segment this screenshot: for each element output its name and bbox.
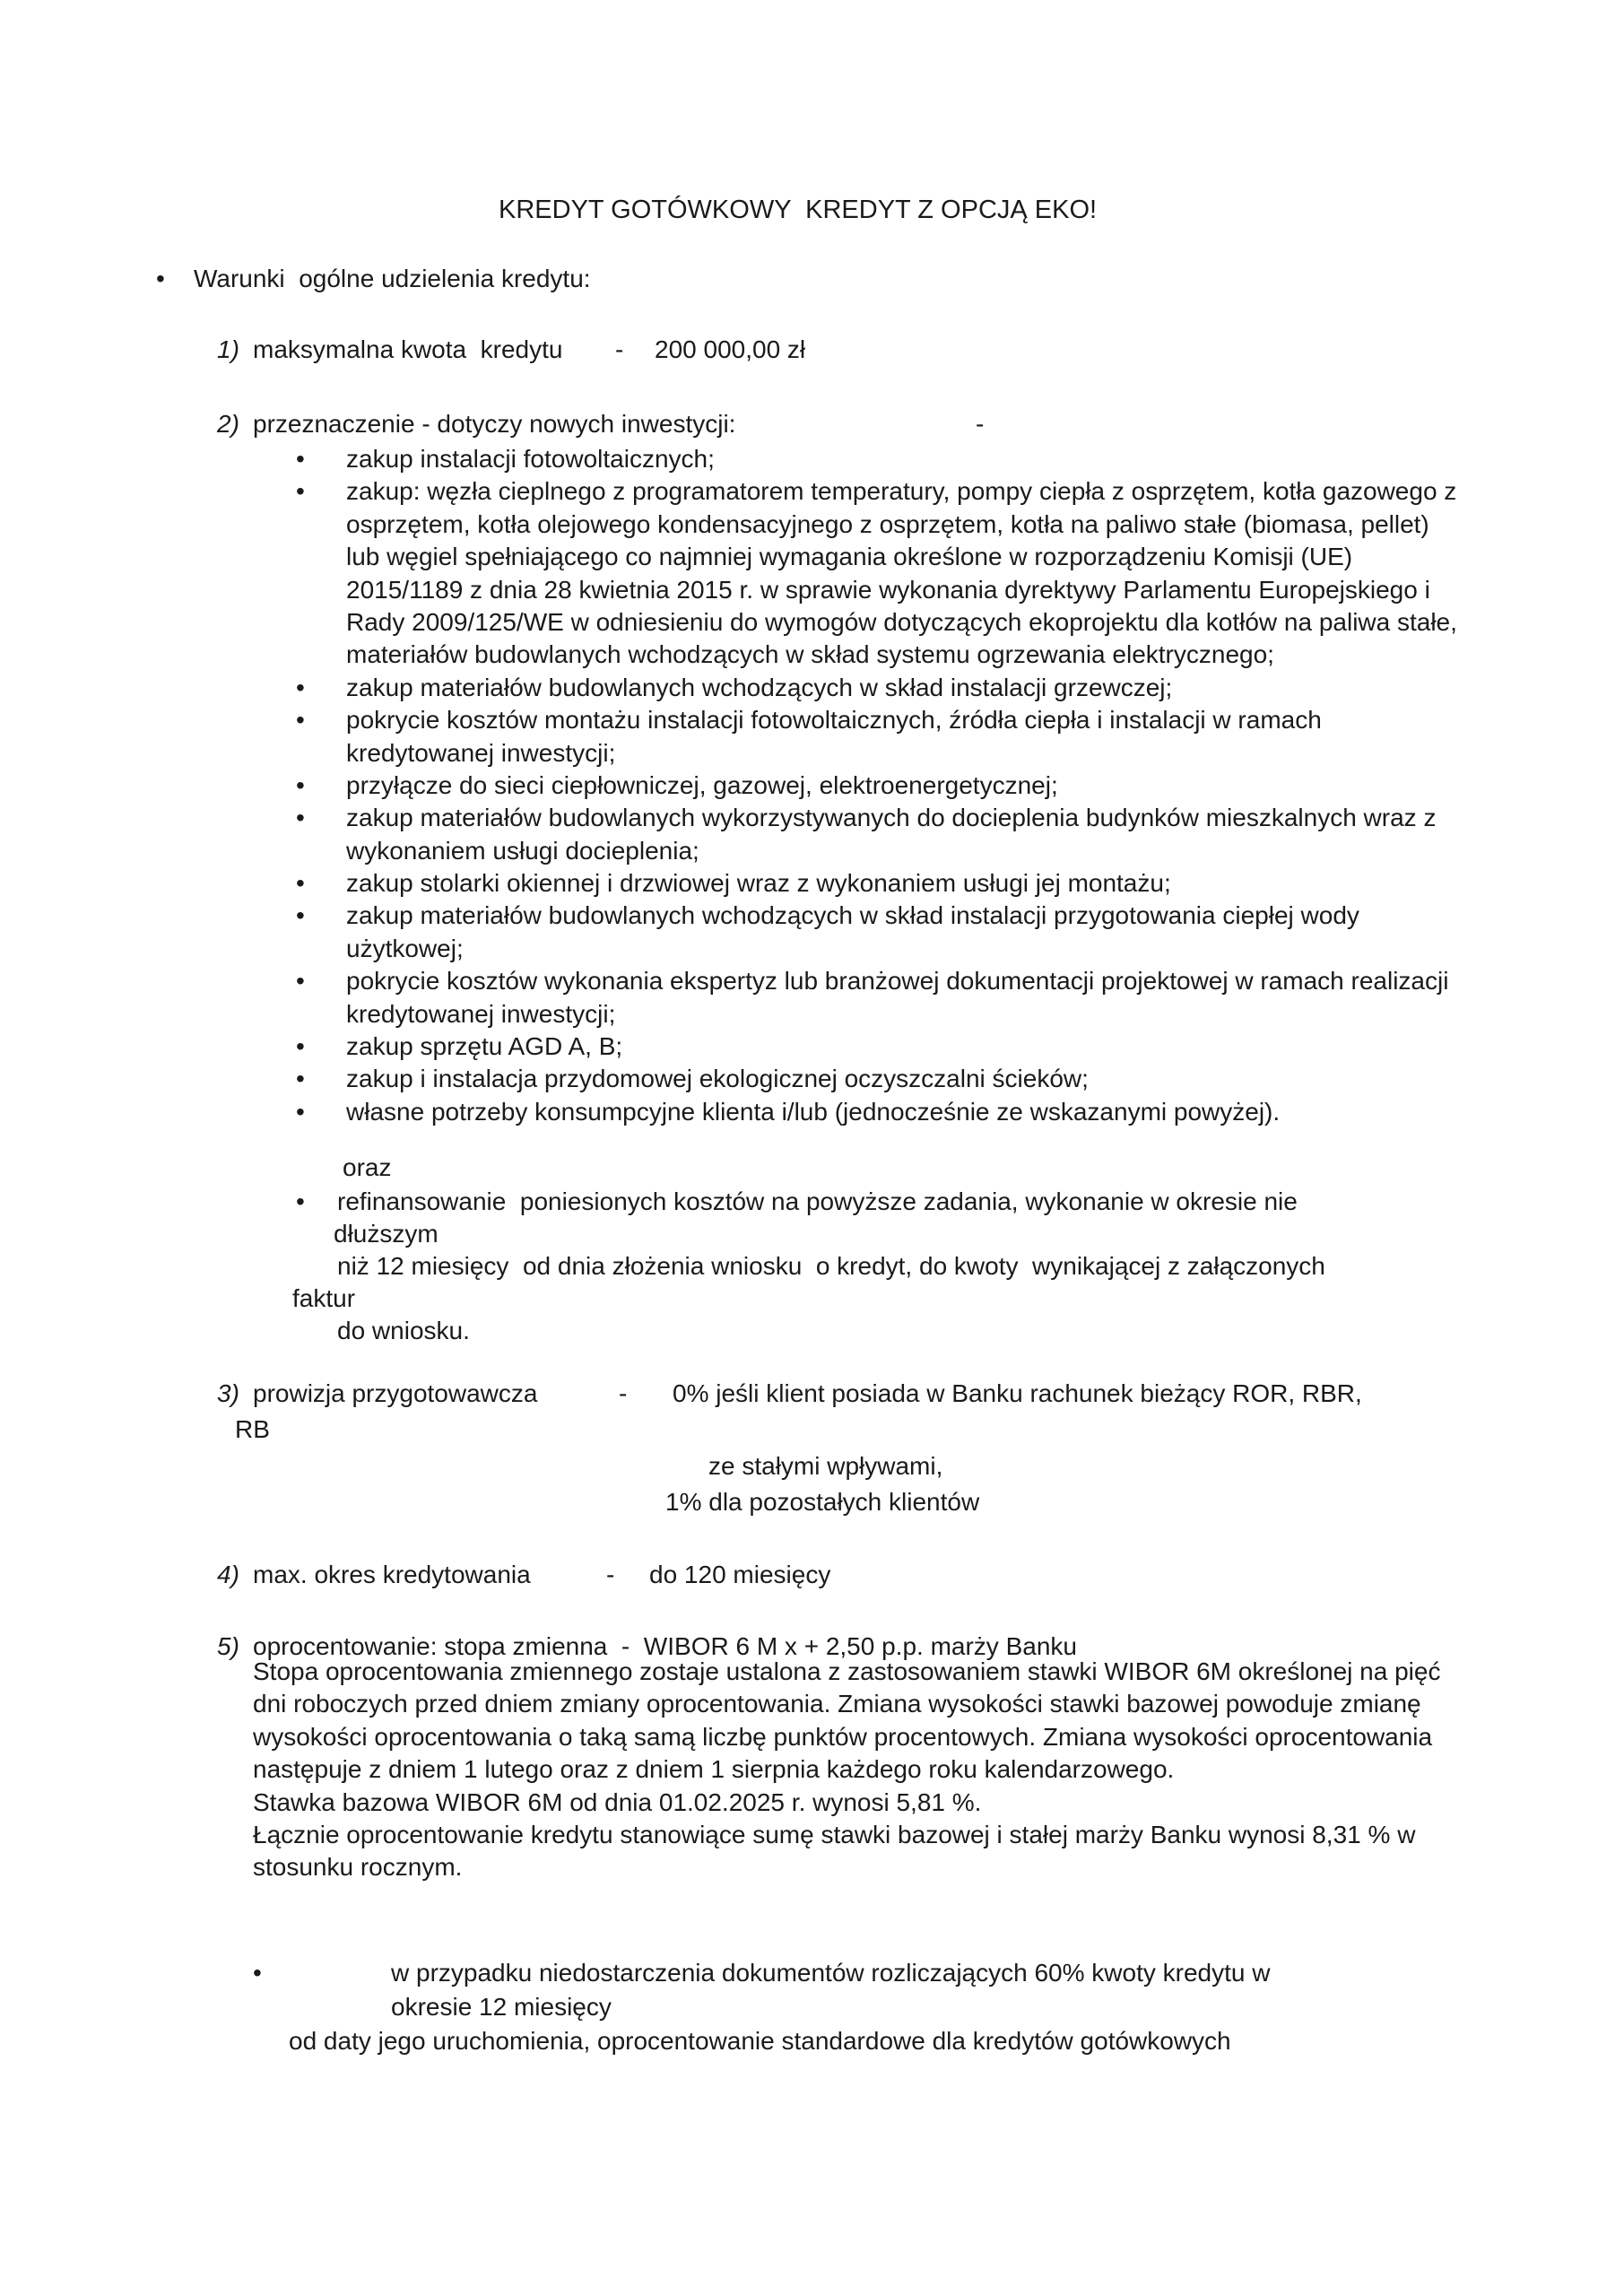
purpose-item: • zakup: węzła cieplnego z programatorem temperatury, pompy ciepła z osprzętem, kotła gazowego z osprzętem, kotła olejowego kondensacyjnego z osprzętem, kotła na paliwo stałe (biomasa, pellet) lub węgiel spełniającego co najmniej wymagania określone w rozporządzeniu Komisji (UE) 2015/1189 z dnia 28 kwietnia 2015 r. w sprawie wykonania dyrektywy Parlamentu Europejskiego i Rady 2009/125/WE w odniesieniu do wymogów dotyczących ekoprojektu dla kotłów na paliwa stałe, materiałów budowlanych wchodzących w skład systemu ogrzewania elektrycznego;	[296, 475, 1462, 671]
purpose-item: • pokrycie kosztów wykonania ekspertyz lub branżowej dokumentacji projektowej w ramach realizacji kredytowanej inwestycji;	[296, 965, 1462, 1031]
document-title: KREDYT GOTÓWKOWY KREDYT Z OPCJĄ EKO!	[499, 196, 1098, 224]
item-1-label: maksymalna kwota kredytu	[253, 335, 563, 363]
item-3-label: prowizja przygotowawcza	[253, 1379, 538, 1407]
purpose-list	[296, 443, 1462, 1128]
refinance-line-3: niż 12 miesięcy od dnia złożenia wniosku o kredyt, do kwoty wynikającej z załączonych	[337, 1252, 1325, 1280]
interest-paragraph-1: Stopa oprocentowania zmiennego zostaje ustalona z zastosowaniem stawki WIBOR 6M określonej na pięć dni roboczych przed dniem zmiany oprocentowania. Zmiana wysokości stawki bazowej powoduje zmianę wysokości oprocentowania o taką samą liczbę punktów procentowych. Zmiana wysokości oprocentowania następuje z dniem 1 lutego oraz z dniem 1 sierpnia każdego roku kalendarzowego.	[253, 1657, 1441, 1784]
item-3-value-line-4: 1% dla pozostałych klientów	[665, 1488, 980, 1516]
refinance-line-1: refinansowanie poniesionych kosztów na powyższe zadania, wykonanie w okresie nie	[337, 1187, 1298, 1215]
note-line-2: okresie 12 miesięcy	[391, 1993, 612, 2021]
bullet-marker: •	[296, 1187, 305, 1215]
item-4-label: max. okres kredytowania	[253, 1561, 531, 1588]
item-3-number: 3)	[217, 1379, 239, 1407]
purpose-item: • zakup materiałów budowlanych wykorzystywanych do docieplenia budynków mieszkalnych wraz z wykonaniem usługi docieplenia;	[296, 802, 1462, 867]
item-5-label: oprocentowanie: stopa zmienna - WIBOR 6 M x + 2,50 p.p. marży Banku	[253, 1632, 1077, 1660]
item-3-value-line-1: 0% jeśli klient posiada w Banku rachunek bieżący ROR, RBR,	[673, 1379, 1362, 1407]
purpose-item: • własne potrzeby konsumpcyjne klienta i/lub (jednocześnie ze wskazanymi powyżej).	[296, 1096, 1462, 1128]
purpose-item: • zakup materiałów budowlanych wchodzących w skład instalacji przygotowania ciepłej wody użytkowej;	[296, 900, 1462, 965]
item-2-label: przeznaczenie - dotyczy nowych inwestycji:	[253, 410, 736, 438]
oraz-text: oraz	[343, 1153, 392, 1181]
note-line-1: w przypadku niedostarczenia dokumentów rozliczających 60% kwoty kredytu w	[391, 1959, 1271, 1987]
item-3-value-line-2: RB	[235, 1415, 270, 1443]
item-4-number: 4)	[217, 1561, 239, 1588]
purpose-item: • zakup stolarki okiennej i drzwiowej wraz z wykonaniem usługi jej montażu;	[296, 867, 1462, 900]
refinance-line-5: do wniosku.	[337, 1317, 470, 1344]
item-4-value: do 120 miesięcy	[649, 1561, 831, 1588]
item-1-dash: -	[615, 335, 624, 363]
item-2-dash: -	[976, 410, 985, 438]
interest-paragraph-2: Stawka bazowa WIBOR 6M od dnia 01.02.2025 r. wynosi 5,81 %.	[253, 1787, 982, 1816]
purpose-item: • zakup i instalacja przydomowej ekologicznej oczyszczalni ścieków;	[296, 1063, 1462, 1095]
general-conditions-label: Warunki ogólne udzielenia kredytu:	[194, 265, 591, 292]
purpose-item: • pokrycie kosztów montażu instalacji fotowoltaicznych, źródła ciepła i instalacji w ramach kredytowanej inwestycji;	[296, 704, 1462, 770]
interest-rate-description	[253, 1656, 1455, 1884]
purpose-item: • zakup instalacji fotowoltaicznych;	[296, 443, 1462, 475]
item-1-value: 200 000,00 zł	[655, 335, 806, 363]
item-3-value-line-3: ze stałymi wpływami,	[708, 1452, 943, 1480]
item-5-number: 5)	[217, 1632, 239, 1660]
bullet-marker: •	[253, 1959, 262, 1987]
purpose-item: • zakup materiałów budowlanych wchodzących w skład instalacji grzewczej;	[296, 672, 1462, 704]
purpose-item: • zakup sprzętu AGD A, B;	[296, 1031, 1462, 1063]
bullet-marker: •	[156, 265, 165, 292]
item-4-dash: -	[606, 1561, 615, 1588]
item-2-number: 2)	[217, 410, 239, 438]
interest-paragraph-3: Łącznie oprocentowanie kredytu stanowiące sumę stawki bazowej i stałej marży Banku wynosi 8,31 % w stosunku rocznym.	[253, 1820, 1416, 1882]
refinance-line-4: faktur	[292, 1284, 356, 1312]
item-3-dash: -	[619, 1379, 628, 1407]
purpose-item: • przyłącze do sieci ciepłowniczej, gazowej, elektroenergetycznej;	[296, 770, 1462, 802]
item-1-number: 1)	[217, 335, 239, 363]
refinance-line-2: dłuższym	[334, 1220, 439, 1248]
note-line-3: od daty jego uruchomienia, oprocentowanie standardowe dla kredytów gotówkowych	[289, 2027, 1231, 2055]
